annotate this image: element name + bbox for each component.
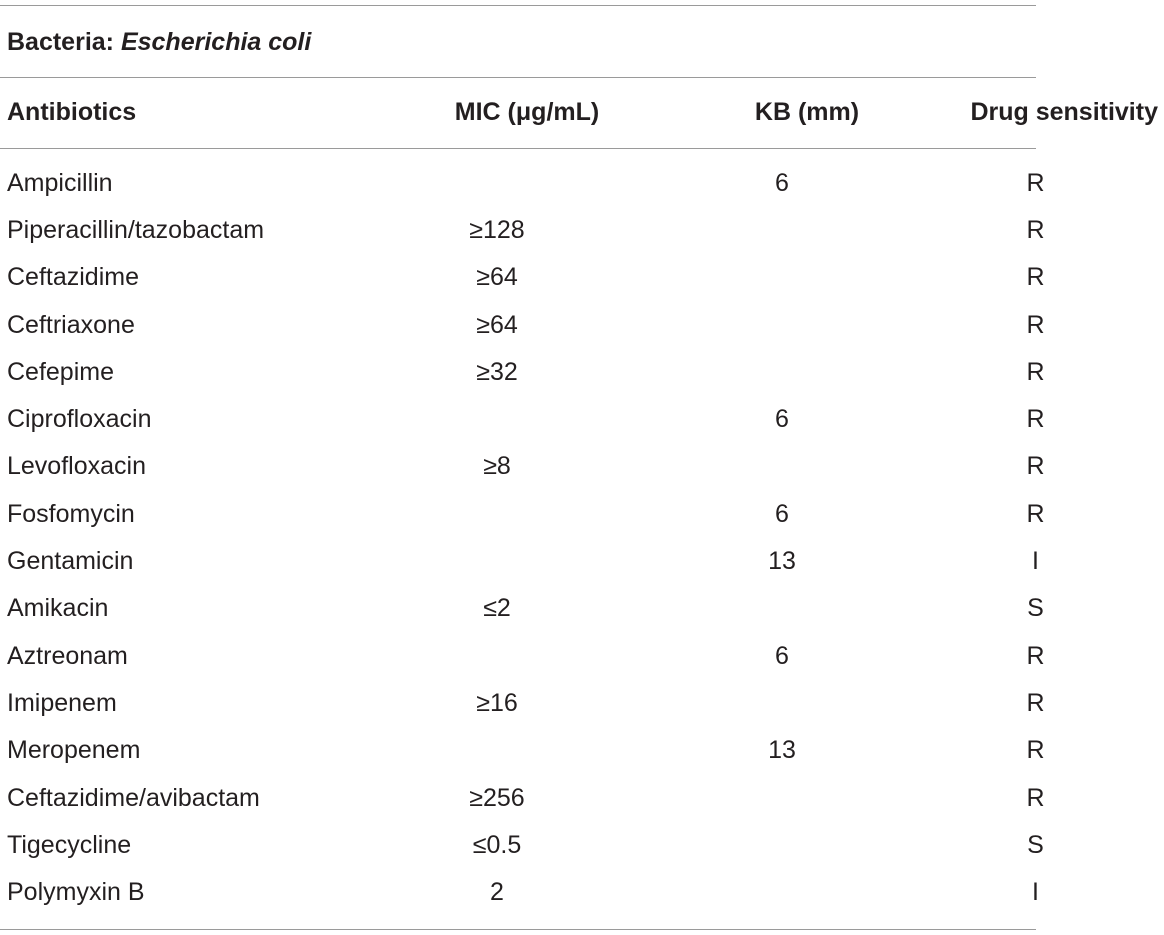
antibiotic-cell: Ciprofloxacin: [7, 405, 152, 434]
table-caption: [7, 27, 311, 57]
sensitivity-cell: S: [1027, 594, 1044, 623]
table-row: [0, 443, 1164, 490]
kb-cell: [657, 443, 907, 490]
header-row: [0, 90, 1164, 135]
antibiotic-cell: Levofloxacin: [7, 452, 146, 481]
table-row: [0, 206, 1164, 253]
antibiotic-cell: Ampicillin: [7, 168, 113, 197]
antibiotic-cell: Amikacin: [7, 594, 109, 623]
antibiotic-cell: Piperacillin/tazobactam: [7, 215, 265, 244]
kb-cell: [657, 301, 907, 348]
header-antibiotics: Antibiotics: [7, 98, 137, 126]
table-row: [0, 537, 1164, 584]
antibiotic-cell: Gentamicin: [7, 547, 134, 576]
caption-label: Bacteria:: [7, 28, 114, 56]
header-spacer-cell: [0, 135, 1164, 159]
table-body: [0, 159, 1164, 916]
antibiotic-cell: Aztreonam: [7, 641, 128, 670]
kb-cell: [657, 585, 907, 632]
sensitivity-cell: R: [1026, 215, 1045, 244]
sensitivity-cell: R: [1026, 357, 1045, 386]
table-row: [0, 254, 1164, 301]
sensitivity-cell: R: [1026, 310, 1045, 339]
sensitivity-cell: R: [1026, 405, 1045, 434]
antibiotic-cell: Ceftriaxone: [7, 310, 135, 339]
kb-cell: 6: [775, 641, 789, 670]
mic-cell: ≤2: [483, 594, 511, 623]
antibiotic-cell: Polymyxin B: [7, 878, 145, 907]
mic-cell: ≥256: [469, 783, 525, 812]
sensitivity-cell: R: [1026, 168, 1045, 197]
antibiotic-cell: Cefepime: [7, 357, 114, 386]
caption-rule: [0, 77, 1036, 78]
caption-organism: Escherichia coli: [120, 28, 312, 56]
mic-cell: ≥128: [469, 215, 525, 244]
table-row: [0, 821, 1164, 868]
antibiotic-cell: Tigecycline: [7, 830, 132, 859]
sensitivity-cell: R: [1026, 688, 1045, 717]
table-row: [0, 679, 1164, 726]
sensitivity-cell: I: [1032, 878, 1039, 907]
kb-cell: 13: [768, 547, 796, 576]
sensitivity-cell: R: [1026, 736, 1045, 765]
kb-cell: [657, 821, 907, 868]
mic-cell: [337, 395, 657, 442]
kb-cell: [657, 868, 907, 915]
mic-cell: ≥32: [476, 357, 518, 386]
table-row: [0, 868, 1164, 915]
header-mic: MIC (μg/mL): [454, 98, 600, 126]
mic-cell: ≥8: [483, 452, 511, 481]
kb-cell: 13: [768, 736, 796, 765]
kb-cell: [657, 206, 907, 253]
susceptibility-table: [0, 90, 1164, 916]
header-kb: KB (mm): [754, 98, 860, 126]
sensitivity-cell: R: [1026, 452, 1045, 481]
table-row: [0, 490, 1164, 537]
header-spacer: [0, 135, 1164, 159]
antibiotic-cell: Imipenem: [7, 688, 117, 717]
kb-cell: [657, 774, 907, 821]
table-row: [0, 395, 1164, 442]
sensitivity-cell: R: [1026, 783, 1045, 812]
mic-cell: [337, 490, 657, 537]
table-row: [0, 348, 1164, 395]
kb-cell: [657, 679, 907, 726]
mic-cell: ≥64: [476, 310, 518, 339]
table-row: [0, 585, 1164, 632]
table-row: [0, 632, 1164, 679]
table-row: [0, 301, 1164, 348]
antibiotic-cell: Ceftazidime/avibactam: [7, 783, 260, 812]
table-row: [0, 159, 1164, 206]
antibiotic-cell: Meropenem: [7, 736, 141, 765]
antibiotic-cell: Fosfomycin: [7, 499, 135, 528]
kb-cell: 6: [775, 499, 789, 528]
bottom-rule: [0, 929, 1036, 930]
sensitivity-cell: R: [1026, 263, 1045, 292]
mic-cell: [337, 727, 657, 774]
mic-cell: 2: [490, 878, 504, 907]
mic-cell: [337, 632, 657, 679]
kb-cell: 6: [775, 168, 789, 197]
table-row: [0, 774, 1164, 821]
mic-cell: [337, 537, 657, 584]
sensitivity-cell: R: [1026, 499, 1045, 528]
mic-cell: ≥64: [476, 263, 518, 292]
sensitivity-cell: S: [1027, 830, 1044, 859]
mic-cell: [337, 159, 657, 206]
kb-cell: [657, 348, 907, 395]
table-row: [0, 727, 1164, 774]
antibiotic-cell: Ceftazidime: [7, 263, 139, 292]
sensitivity-cell: R: [1026, 641, 1045, 670]
mic-cell: ≤0.5: [472, 830, 522, 859]
top-rule: [0, 5, 1036, 6]
header-sensitivity: Drug sensitivity: [970, 98, 1158, 126]
sensitivity-cell: I: [1032, 547, 1039, 576]
kb-cell: 6: [775, 405, 789, 434]
mic-cell: ≥16: [476, 688, 518, 717]
kb-cell: [657, 254, 907, 301]
